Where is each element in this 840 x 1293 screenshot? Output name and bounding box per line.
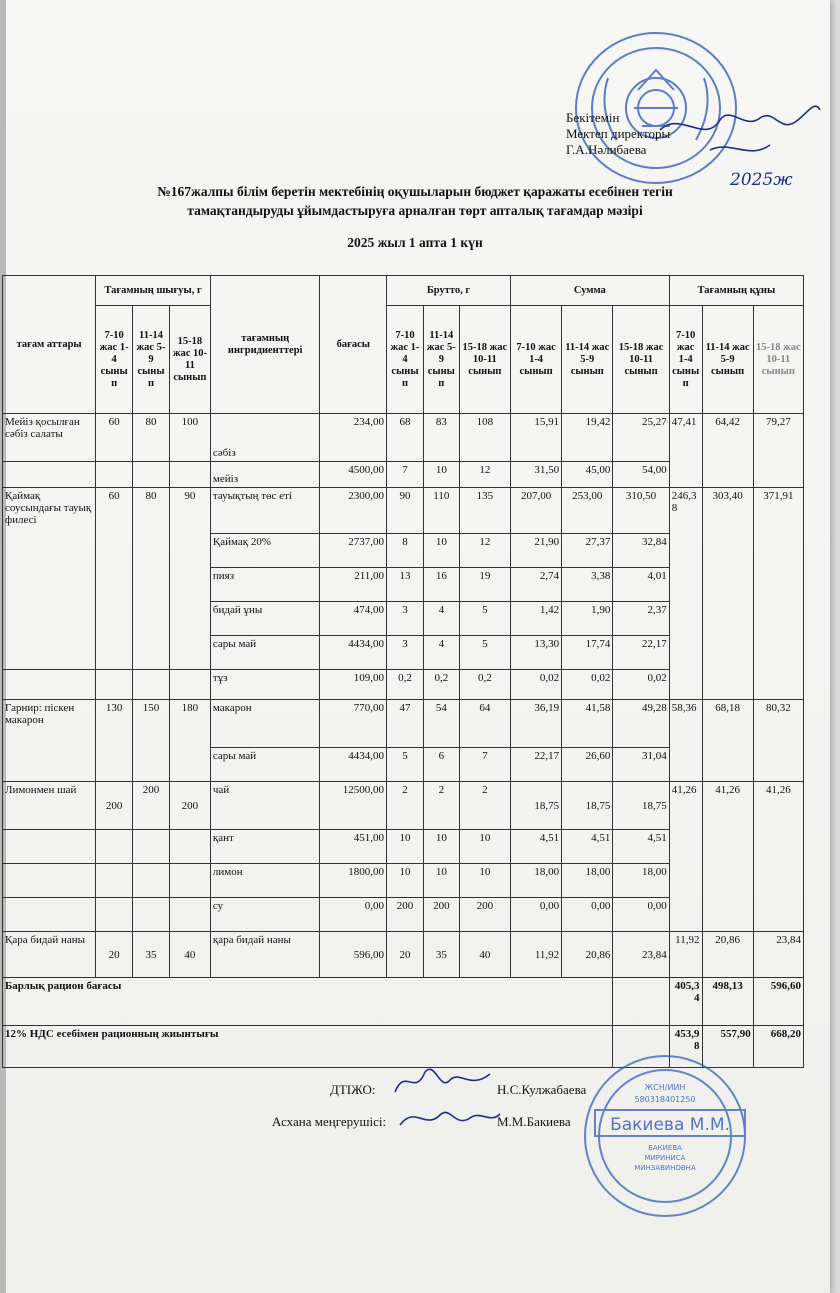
sum-age2: 1,90	[562, 602, 613, 636]
price: 109,00	[320, 670, 387, 700]
ingredient: Қаймақ 20%	[210, 534, 320, 568]
sum-age3: 25,27	[613, 414, 669, 462]
yield-age2: 150	[133, 700, 170, 782]
sum-age3: 2,37	[613, 602, 669, 636]
sum-age2: 0,02	[562, 670, 613, 700]
total-row	[3, 978, 804, 1026]
brutto-age1: 3	[387, 636, 424, 670]
sum-age1: 15,91	[510, 414, 561, 462]
ingredient: қант	[210, 830, 320, 864]
sum-age1: 2,74	[510, 568, 561, 602]
title-line-1: №167жалпы білім беретін мектебінің оқушыларын бюджет қаражаты есебінен тегін	[157, 184, 673, 199]
sum-age2: 3,38	[562, 568, 613, 602]
sum-age2: 17,74	[562, 636, 613, 670]
yield-age1: 130	[96, 700, 133, 782]
cost-age1: 41,26	[669, 782, 702, 932]
price: 4434,00	[320, 636, 387, 670]
sum-age3: 18,00	[613, 864, 669, 898]
brutto-age3: 64	[459, 700, 510, 748]
table-row	[3, 782, 804, 830]
header-yield-age3: 15-18 жас 10-11 сынып	[169, 306, 210, 414]
yield-age3: 90	[169, 488, 210, 670]
header-sum-age1: 7-10 жас 1-4 сынып	[510, 306, 561, 414]
sum-age1: 207,00	[510, 488, 561, 534]
ingredient: чай	[210, 782, 320, 830]
brutto-age3: 19	[459, 568, 510, 602]
brutto-age3: 5	[459, 636, 510, 670]
brutto-age2: 10	[423, 830, 459, 864]
cost-age2: 41,26	[702, 782, 753, 932]
table-row	[3, 488, 804, 534]
sum-age2: 18,00	[562, 864, 613, 898]
sum-age2: 41,58	[562, 700, 613, 748]
yield-age2: 200	[133, 782, 170, 830]
document-title	[0, 182, 830, 220]
document-subtitle: 2025 жыл 1 апта 1 күн	[347, 235, 483, 250]
brutto-age2: 10	[423, 534, 459, 568]
ingredient: сары май	[210, 636, 320, 670]
sum-age2: 45,00	[562, 462, 613, 488]
brutto-age1: 8	[387, 534, 424, 568]
kitchen-manager-stamp	[577, 1050, 757, 1220]
stamp-small-3: МИНЗАВИНОВНА	[634, 1164, 696, 1172]
sum-age1: 13,30	[510, 636, 561, 670]
ingredient: мейіз	[210, 462, 320, 488]
price: 596,00	[320, 932, 387, 978]
ingredient: тұз	[210, 670, 320, 700]
food-name: Гарнир: піскен макарон	[3, 700, 96, 782]
header-sum: Сумма	[510, 276, 669, 306]
brutto-age1: 7	[387, 462, 424, 488]
yield-age2: 80	[133, 414, 170, 462]
sum-age3: 18,75	[613, 782, 669, 830]
footer-role-2: Асхана меңгерушісі:	[272, 1114, 387, 1129]
stamp-small-2: МИРИНИСА	[644, 1154, 686, 1162]
sum-age2: 253,00	[562, 488, 613, 534]
footer-role-1: ДТІЖО:	[330, 1082, 376, 1097]
vat-age2: 557,90	[702, 1026, 753, 1068]
price: 211,00	[320, 568, 387, 602]
brutto-age2: 10	[423, 462, 459, 488]
brutto-age3: 5	[459, 602, 510, 636]
total-age2: 498,13	[702, 978, 753, 1026]
yield-age2: 35	[133, 932, 170, 978]
sum-age1: 0,00	[510, 898, 561, 932]
total-age1: 405,34	[669, 978, 702, 1026]
signature-1	[390, 1062, 500, 1102]
food-name: Лимонмен шай	[3, 782, 96, 830]
cost-age1: 47,41	[669, 414, 702, 488]
signature-2	[395, 1100, 505, 1140]
brutto-age1: 10	[387, 864, 424, 898]
yield-age1: 60	[96, 414, 133, 462]
brutto-age3: 40	[459, 932, 510, 978]
cost-age3: 41,26	[753, 782, 803, 932]
header-brutto-age3: 15-18 жас 10-11 сынып	[459, 306, 510, 414]
header-yield-age2: 11-14 жас 5-9 сынып	[133, 306, 170, 414]
header-yield: Тағамның шығуы, г	[96, 276, 211, 306]
brutto-age3: 12	[459, 462, 510, 488]
sum-age1: 21,90	[510, 534, 561, 568]
sum-age1: 31,50	[510, 462, 561, 488]
food-name: Қаймақ соусындағы тауық филесі	[3, 488, 96, 670]
stamp-id-number: 580318401250	[634, 1095, 696, 1104]
price: 474,00	[320, 602, 387, 636]
table-row	[3, 700, 804, 748]
yield-age3: 100	[169, 414, 210, 462]
sum-age1: 11,92	[510, 932, 561, 978]
sum-age2: 18,75	[562, 782, 613, 830]
header-brutto: Брутто, г	[387, 276, 511, 306]
approval-line-3: Г.А.Нәлибаева	[566, 142, 647, 157]
ingredient: пияз	[210, 568, 320, 602]
yield-age3: 200	[169, 782, 210, 830]
ingredient: тауықтың төс еті	[210, 488, 320, 534]
total-label: Барлық рацион бағасы	[3, 978, 613, 1026]
header-brutto-age1: 7-10 жас 1-4 сынып	[387, 306, 424, 414]
cost-age1: 246,38	[669, 488, 702, 700]
yield-age1: 60	[96, 488, 133, 670]
cost-age3: 23,84	[753, 932, 803, 978]
brutto-age2: 2	[423, 782, 459, 830]
header-cost-age3: 15-18 жас 10-11 сынып	[753, 306, 803, 414]
footer-name-1: Н.С.Кулжабаева	[497, 1082, 587, 1097]
price: 2300,00	[320, 488, 387, 534]
table-row	[3, 932, 804, 978]
ingredient: бидай ұны	[210, 602, 320, 636]
vat-age3: 668,20	[753, 1026, 803, 1068]
yield-age1: 200	[96, 782, 133, 830]
price: 4434,00	[320, 748, 387, 782]
brutto-age3: 135	[459, 488, 510, 534]
brutto-age1: 5	[387, 748, 424, 782]
price: 2737,00	[320, 534, 387, 568]
sum-age2: 27,37	[562, 534, 613, 568]
price: 4500,00	[320, 462, 387, 488]
title-line-2: тамақтандыруды ұйымдастыруға арналған төрт апталық тағамдар мәзірі	[187, 203, 643, 218]
yield-age3: 180	[169, 700, 210, 782]
approval-line-1: Бекітемін	[566, 110, 620, 125]
brutto-age3: 108	[459, 414, 510, 462]
sum-age1: 0,02	[510, 670, 561, 700]
cost-age2: 68,18	[702, 700, 753, 782]
cost-age3: 80,32	[753, 700, 803, 782]
brutto-age3: 200	[459, 898, 510, 932]
sum-age1: 1,42	[510, 602, 561, 636]
footer-name-2: М.М.Бакиева	[497, 1114, 571, 1129]
yield-age1: 20	[96, 932, 133, 978]
sum-age3: 310,50	[613, 488, 669, 534]
brutto-age2: 6	[423, 748, 459, 782]
vat-age1: 453,98	[669, 1026, 702, 1068]
stamp-name: Бакиева М.М.	[610, 1115, 730, 1135]
brutto-age2: 4	[423, 636, 459, 670]
signature-date: 2025ж	[730, 170, 793, 190]
price: 0,00	[320, 898, 387, 932]
price: 1800,00	[320, 864, 387, 898]
ingredient: лимон	[210, 864, 320, 898]
sum-age2: 19,42	[562, 414, 613, 462]
ingredient: су	[210, 898, 320, 932]
brutto-age1: 20	[387, 932, 424, 978]
header-brutto-age2: 11-14 жас 5-9 сынып	[423, 306, 459, 414]
header-sum-age2: 11-14 жас 5-9 сынып	[562, 306, 613, 414]
brutto-age3: 10	[459, 830, 510, 864]
yield-age3: 40	[169, 932, 210, 978]
brutto-age2: 16	[423, 568, 459, 602]
sum-age1: 36,19	[510, 700, 561, 748]
yield-age2: 80	[133, 488, 170, 670]
total-age3: 596,60	[753, 978, 803, 1026]
stamp-small-1: БАКИЕВА	[648, 1144, 682, 1152]
brutto-age1: 13	[387, 568, 424, 602]
sum-age1: 18,00	[510, 864, 561, 898]
sum-age1: 18,75	[510, 782, 561, 830]
cost-age2: 64,42	[702, 414, 753, 488]
ingredient: макарон	[210, 700, 320, 748]
brutto-age2: 0,2	[423, 670, 459, 700]
brutto-age3: 10	[459, 864, 510, 898]
brutto-age1: 47	[387, 700, 424, 748]
cost-age3: 79,27	[753, 414, 803, 488]
brutto-age1: 3	[387, 602, 424, 636]
ingredient: қара бидай наны	[210, 932, 320, 978]
menu-table	[2, 275, 804, 1068]
header-cost-age1: 7-10 жас 1-4 сынып	[669, 306, 702, 414]
sum-age3: 23,84	[613, 932, 669, 978]
food-name: Мейіз қосылған сәбіз салаты	[3, 414, 96, 462]
header-sum-age3: 15-18 жас 10-11 сынып	[613, 306, 669, 414]
brutto-age1: 200	[387, 898, 424, 932]
sum-age2: 26,60	[562, 748, 613, 782]
stamp-id-label: ЖСН/ИИН	[644, 1083, 686, 1092]
ingredient: сәбіз	[210, 414, 320, 462]
brutto-age1: 68	[387, 414, 424, 462]
brutto-age2: 83	[423, 414, 459, 462]
sum-age3: 22,17	[613, 636, 669, 670]
brutto-age2: 10	[423, 864, 459, 898]
cost-age3: 371,91	[753, 488, 803, 700]
header-cost: Тағамның құны	[669, 276, 803, 306]
sum-age3: 0,00	[613, 898, 669, 932]
brutto-age3: 2	[459, 782, 510, 830]
brutto-age1: 90	[387, 488, 424, 534]
header-ingredients: тағамның ингридиенттері	[210, 276, 320, 414]
sum-age3: 31,04	[613, 748, 669, 782]
cost-age2: 20,86	[702, 932, 753, 978]
table-row	[3, 414, 804, 462]
brutto-age2: 110	[423, 488, 459, 534]
brutto-age1: 10	[387, 830, 424, 864]
brutto-age3: 0,2	[459, 670, 510, 700]
sum-age3: 0,02	[613, 670, 669, 700]
sum-age2: 0,00	[562, 898, 613, 932]
brutto-age2: 4	[423, 602, 459, 636]
header-price: бағасы	[320, 276, 387, 414]
header-cost-age2: 11-14 жас 5-9 сынып	[702, 306, 753, 414]
sum-age2: 20,86	[562, 932, 613, 978]
brutto-age3: 12	[459, 534, 510, 568]
sum-age3: 49,28	[613, 700, 669, 748]
brutto-age2: 200	[423, 898, 459, 932]
approval-block	[566, 110, 670, 158]
price: 451,00	[320, 830, 387, 864]
price: 12500,00	[320, 782, 387, 830]
price: 234,00	[320, 414, 387, 462]
brutto-age1: 0,2	[387, 670, 424, 700]
cost-age1: 58,36	[669, 700, 702, 782]
brutto-age1: 2	[387, 782, 424, 830]
approval-line-2: Мектеп директоры	[566, 126, 671, 141]
brutto-age2: 54	[423, 700, 459, 748]
vat-label: 12% НДС есебімен рационның жиынтығы	[3, 1026, 613, 1068]
cost-age1: 11,92	[669, 932, 702, 978]
price: 770,00	[320, 700, 387, 748]
sum-age1: 4,51	[510, 830, 561, 864]
ingredient: сары май	[210, 748, 320, 782]
sum-age3: 4,01	[613, 568, 669, 602]
header-food-name: тағам аттары	[3, 276, 96, 414]
brutto-age2: 35	[423, 932, 459, 978]
sum-age2: 4,51	[562, 830, 613, 864]
brutto-age3: 7	[459, 748, 510, 782]
cost-age2: 303,40	[702, 488, 753, 700]
food-name: Қара бидай наны	[3, 932, 96, 978]
sum-age3: 54,00	[613, 462, 669, 488]
sum-age1: 22,17	[510, 748, 561, 782]
header-yield-age1: 7-10 жас 1-4 сынып	[96, 306, 133, 414]
sum-age3: 32,84	[613, 534, 669, 568]
sum-age3: 4,51	[613, 830, 669, 864]
